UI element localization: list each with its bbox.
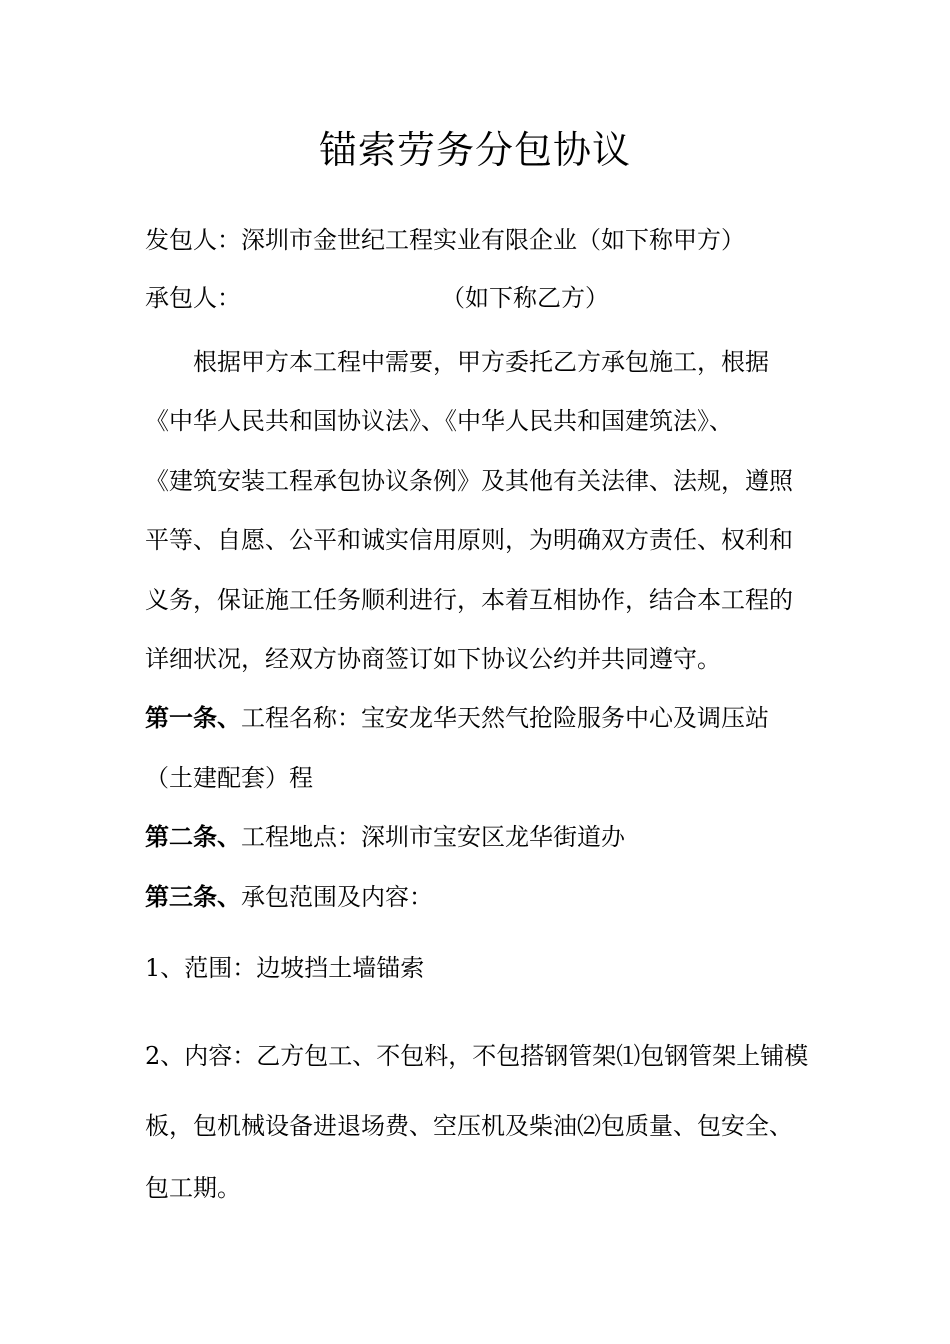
article-3-label: 第三条、 [145, 882, 241, 911]
preamble-line-5: 义务，保证施工任务顺利进行，本着互相协作，结合本工程的 [145, 586, 793, 614]
preamble-line-2: 《中华人民共和国协议法》、《中华人民共和国建筑法》、 [145, 407, 733, 435]
article-2-label: 第二条、 [145, 822, 241, 851]
item-1: 1、范围：边坡挡土墙锚索 [145, 954, 425, 982]
subcontractor-suffix: （如下称乙方） [441, 284, 609, 312]
document-title: 锚索劳务分包协议 [318, 128, 631, 172]
article-3 [145, 880, 825, 914]
preamble-line-3: 《建筑安装工程承包协议条例》及其他有关法律、法规，遵照 [145, 467, 793, 495]
article-1-text: 工程名称：宝安龙华天然气抢险服务中心及调压站 [241, 704, 769, 732]
subcontractor-label: 承包人： [145, 284, 241, 312]
subcontractor-line [145, 281, 825, 315]
article-2-text: 工程地点：深圳市宝安区龙华街道办 [241, 823, 625, 851]
article-1 [145, 701, 825, 735]
preamble-line-1: 根据甲方本工程中需要，甲方委托乙方承包施工，根据 [145, 348, 769, 376]
item-2-line-1: 2、内容：乙方包工、不包料，不包搭钢管架⑴包钢管架上铺模 [145, 1042, 809, 1070]
article-3-text: 承包范围及内容： [241, 883, 433, 911]
article-1-label: 第一条、 [145, 703, 241, 732]
item-2-line-3: 包工期。 [145, 1174, 241, 1202]
contractor-line: 发包人：深圳市金世纪工程实业有限企业（如下称甲方） [145, 226, 745, 254]
article-1-continuation: （土建配套）程 [145, 764, 313, 792]
preamble-line-6: 详细状况，经双方协商签订如下协议公约并共同遵守。 [145, 645, 721, 673]
preamble-line-4: 平等、自愿、公平和诚实信用原则，为明确双方责任、权利和 [145, 526, 793, 554]
item-2-line-2: 板，包机械设备进退场费、空压机及柴油⑵包质量、包安全、 [145, 1112, 793, 1140]
article-2 [145, 820, 825, 854]
